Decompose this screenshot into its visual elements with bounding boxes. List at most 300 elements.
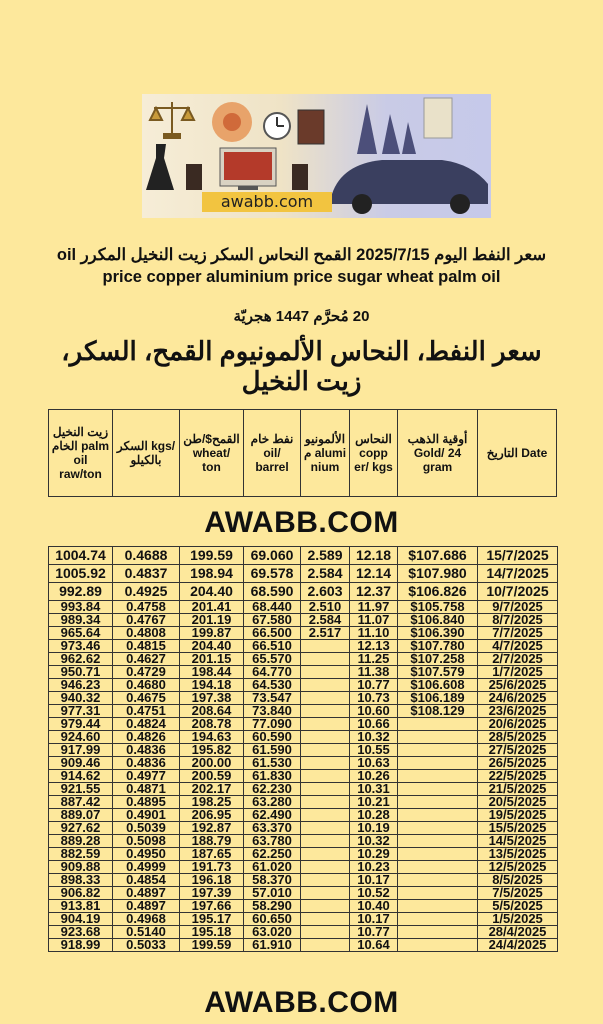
speaker-icon [186, 164, 202, 190]
cell-palm-oil: 992.89 [49, 583, 113, 601]
cell-date: 4/7/2025 [478, 640, 558, 653]
cell-wheat: 194.63 [180, 731, 244, 744]
cell-aluminium [301, 796, 350, 809]
cell-aluminium [301, 705, 350, 718]
cell-oil: 67.580 [244, 614, 301, 627]
cell-aluminium [301, 887, 350, 900]
cell-palm-oil: 909.46 [49, 757, 113, 770]
clock-icon [264, 113, 290, 139]
cell-date: 8/5/2025 [478, 874, 558, 887]
cell-palm-oil: 882.59 [49, 848, 113, 861]
cell-wheat: 199.59 [180, 939, 244, 952]
cell-oil: 63.280 [244, 796, 301, 809]
table-row [49, 887, 558, 900]
cell-copper: 10.55 [350, 744, 398, 757]
flower-icon [212, 102, 252, 142]
cell-gold [398, 731, 478, 744]
cell-oil: 63.780 [244, 835, 301, 848]
cell-date: 28/5/2025 [478, 731, 558, 744]
cell-copper: 10.19 [350, 822, 398, 835]
cell-gold [398, 926, 478, 939]
cell-copper: 10.60 [350, 705, 398, 718]
cell-wheat: 208.64 [180, 705, 244, 718]
cell-aluminium [301, 744, 350, 757]
cell-wheat: 195.18 [180, 926, 244, 939]
table-row [49, 861, 558, 874]
table-row [49, 666, 558, 679]
cell-date: 24/6/2025 [478, 692, 558, 705]
table-row [49, 874, 558, 887]
cell-oil: 66.510 [244, 640, 301, 653]
table-row [49, 796, 558, 809]
table-row [49, 679, 558, 692]
cell-copper: 10.73 [350, 692, 398, 705]
cell-sugar: 0.4950 [113, 848, 180, 861]
cell-palm-oil: 924.60 [49, 731, 113, 744]
cell-date: 28/4/2025 [478, 926, 558, 939]
cell-date: 12/5/2025 [478, 861, 558, 874]
cell-date: 1/7/2025 [478, 666, 558, 679]
cell-palm-oil: 989.34 [49, 614, 113, 627]
cell-wheat: 204.40 [180, 640, 244, 653]
cell-palm-oil: 906.82 [49, 887, 113, 900]
table-row [49, 913, 558, 926]
cell-oil: 60.590 [244, 731, 301, 744]
cell-gold: $108.129 [398, 705, 478, 718]
cell-copper: 10.23 [350, 861, 398, 874]
table-header [48, 409, 557, 497]
cell-oil: 61.020 [244, 861, 301, 874]
cell-copper: 11.97 [350, 601, 398, 614]
cell-date: 26/5/2025 [478, 757, 558, 770]
table-row [49, 692, 558, 705]
cell-aluminium [301, 653, 350, 666]
cell-gold [398, 718, 478, 731]
cell-copper: 11.10 [350, 627, 398, 640]
cell-gold [398, 874, 478, 887]
cell-wheat: 197.66 [180, 900, 244, 913]
cell-aluminium [301, 731, 350, 744]
table-row [49, 718, 558, 731]
cell-gold: $107.258 [398, 653, 478, 666]
cell-palm-oil: 889.28 [49, 835, 113, 848]
cell-wheat: 187.65 [180, 848, 244, 861]
scales-icon [150, 102, 194, 138]
cell-date: 10/7/2025 [478, 583, 558, 601]
cell-aluminium [301, 874, 350, 887]
cell-gold: $106.826 [398, 583, 478, 601]
cell-gold [398, 809, 478, 822]
cell-copper: 10.17 [350, 874, 398, 887]
cell-aluminium [301, 861, 350, 874]
cell-date: 24/4/2025 [478, 939, 558, 952]
cell-copper: 10.32 [350, 835, 398, 848]
cell-wheat: 201.15 [180, 653, 244, 666]
cell-sugar: 0.5140 [113, 926, 180, 939]
cell-oil: 69.578 [244, 565, 301, 583]
cell-gold [398, 913, 478, 926]
cell-copper: 10.29 [350, 848, 398, 861]
cell-oil: 73.840 [244, 705, 301, 718]
cell-oil: 61.590 [244, 744, 301, 757]
cell-aluminium [301, 783, 350, 796]
cell-palm-oil: 1004.74 [49, 547, 113, 565]
cell-date: 23/6/2025 [478, 705, 558, 718]
cell-sugar: 0.4751 [113, 705, 180, 718]
header-palm-oil: زيت النخيل الخام palm oil raw/ton [49, 410, 113, 497]
table-row [49, 614, 558, 627]
table-row [49, 835, 558, 848]
cell-wheat: 199.87 [180, 627, 244, 640]
headline-line2: price copper aluminium price sugar wheat palm oil [102, 268, 501, 286]
cell-aluminium [301, 666, 350, 679]
cell-sugar: 0.5033 [113, 939, 180, 952]
cell-copper: 12.18 [350, 547, 398, 565]
cell-aluminium [301, 757, 350, 770]
painting-icon [298, 110, 324, 144]
cell-date: 9/7/2025 [478, 601, 558, 614]
cell-gold [398, 835, 478, 848]
cell-aluminium [301, 848, 350, 861]
cell-oil: 58.290 [244, 900, 301, 913]
cell-palm-oil: 973.46 [49, 640, 113, 653]
cell-palm-oil: 993.84 [49, 601, 113, 614]
cell-copper: 10.66 [350, 718, 398, 731]
table-row [49, 770, 558, 783]
header-aluminium: الألمونيو م alumi nium [301, 410, 350, 497]
cell-oil: 61.830 [244, 770, 301, 783]
cell-date: 25/6/2025 [478, 679, 558, 692]
price-table [48, 546, 558, 952]
cell-aluminium [301, 718, 350, 731]
cell-wheat: 200.00 [180, 757, 244, 770]
cell-oil: 64.530 [244, 679, 301, 692]
cell-sugar: 0.4977 [113, 770, 180, 783]
cell-gold: $107.780 [398, 640, 478, 653]
cell-copper: 10.52 [350, 887, 398, 900]
cell-wheat: 208.78 [180, 718, 244, 731]
cell-sugar: 0.4688 [113, 547, 180, 565]
cell-sugar: 0.4871 [113, 783, 180, 796]
people-icon [424, 98, 452, 138]
cell-wheat: 197.39 [180, 887, 244, 900]
cell-wheat: 201.41 [180, 601, 244, 614]
table-row [49, 601, 558, 614]
cell-oil: 77.090 [244, 718, 301, 731]
table-row [49, 705, 558, 718]
cell-sugar: 0.4826 [113, 731, 180, 744]
cell-date: 20/6/2025 [478, 718, 558, 731]
cell-palm-oil: 977.31 [49, 705, 113, 718]
cell-gold [398, 848, 478, 861]
cell-oil: 66.500 [244, 627, 301, 640]
cell-copper: 10.31 [350, 783, 398, 796]
header-copper: النحاس copp er/ kgs [350, 410, 398, 497]
cell-copper: 10.77 [350, 679, 398, 692]
cell-sugar: 0.4729 [113, 666, 180, 679]
cell-oil: 57.010 [244, 887, 301, 900]
cell-gold: $106.390 [398, 627, 478, 640]
cell-sugar: 0.4836 [113, 757, 180, 770]
table-row [49, 547, 558, 565]
cell-sugar: 0.4897 [113, 887, 180, 900]
table-row [49, 757, 558, 770]
table-row [49, 939, 558, 952]
cell-wheat: 192.87 [180, 822, 244, 835]
car-icon [332, 160, 488, 214]
table-row [49, 653, 558, 666]
cell-oil: 61.530 [244, 757, 301, 770]
cell-palm-oil: 918.99 [49, 939, 113, 952]
cell-palm-oil: 946.23 [49, 679, 113, 692]
cell-copper: 11.38 [350, 666, 398, 679]
cell-oil: 63.370 [244, 822, 301, 835]
cell-palm-oil: 923.68 [49, 926, 113, 939]
cell-date: 15/5/2025 [478, 822, 558, 835]
cell-gold [398, 861, 478, 874]
cell-date: 7/7/2025 [478, 627, 558, 640]
cell-date: 21/5/2025 [478, 783, 558, 796]
cell-wheat: 196.18 [180, 874, 244, 887]
cell-copper: 10.77 [350, 926, 398, 939]
cell-oil: 64.770 [244, 666, 301, 679]
dress-icon [146, 144, 174, 190]
cell-aluminium: 2.517 [301, 627, 350, 640]
table-row [49, 822, 558, 835]
header-gold: أوقية الذهب Gold/ 24 gram [398, 410, 478, 497]
cell-aluminium [301, 900, 350, 913]
cell-date: 5/5/2025 [478, 900, 558, 913]
cell-gold [398, 822, 478, 835]
cell-sugar: 0.4680 [113, 679, 180, 692]
cell-aluminium: 2.510 [301, 601, 350, 614]
cell-aluminium [301, 692, 350, 705]
cell-aluminium [301, 679, 350, 692]
cell-wheat: 195.82 [180, 744, 244, 757]
cell-wheat: 198.44 [180, 666, 244, 679]
cell-oil: 68.440 [244, 601, 301, 614]
cell-wheat: 194.18 [180, 679, 244, 692]
cell-palm-oil: 898.33 [49, 874, 113, 887]
cell-wheat: 198.94 [180, 565, 244, 583]
cell-gold [398, 939, 478, 952]
cell-palm-oil: 904.19 [49, 913, 113, 926]
cell-copper: 10.64 [350, 939, 398, 952]
cell-copper: 11.25 [350, 653, 398, 666]
cell-palm-oil: 917.99 [49, 744, 113, 757]
table-row [49, 640, 558, 653]
cell-wheat: 188.79 [180, 835, 244, 848]
cell-gold: $107.980 [398, 565, 478, 583]
table-row [49, 744, 558, 757]
header-oil: نفط خام oil/ barrel [244, 410, 301, 497]
cell-date: 8/7/2025 [478, 614, 558, 627]
cell-aluminium [301, 809, 350, 822]
table-row [49, 809, 558, 822]
cell-copper: 10.17 [350, 913, 398, 926]
cell-palm-oil: 927.62 [49, 822, 113, 835]
cell-wheat: 198.25 [180, 796, 244, 809]
cell-date: 14/5/2025 [478, 835, 558, 848]
cell-palm-oil: 909.88 [49, 861, 113, 874]
cell-copper: 11.07 [350, 614, 398, 627]
cell-gold: $107.579 [398, 666, 478, 679]
cell-date: 22/5/2025 [478, 770, 558, 783]
cell-sugar: 0.4824 [113, 718, 180, 731]
cell-gold [398, 770, 478, 783]
cell-palm-oil: 940.32 [49, 692, 113, 705]
cell-sugar: 0.4854 [113, 874, 180, 887]
cell-copper: 12.14 [350, 565, 398, 583]
cell-gold: $107.686 [398, 547, 478, 565]
cell-gold: $106.189 [398, 692, 478, 705]
cell-sugar: 0.4627 [113, 653, 180, 666]
cell-oil: 73.547 [244, 692, 301, 705]
cell-copper: 12.13 [350, 640, 398, 653]
cell-date: 14/7/2025 [478, 565, 558, 583]
cell-date: 20/5/2025 [478, 796, 558, 809]
cell-gold: $105.758 [398, 601, 478, 614]
cell-oil: 69.060 [244, 547, 301, 565]
cell-aluminium [301, 770, 350, 783]
cell-wheat: 195.17 [180, 913, 244, 926]
cell-wheat: 191.73 [180, 861, 244, 874]
header-date: التاريخ Date [478, 410, 557, 497]
cell-aluminium [301, 913, 350, 926]
headline-line1: سعر النفط اليوم 2025/7/15 القمح النحاس السكر زيت النخيل المكرر oil [56, 246, 547, 264]
cell-oil: 60.650 [244, 913, 301, 926]
cell-date: 13/5/2025 [478, 848, 558, 861]
headline [20, 244, 583, 288]
cell-copper: 12.37 [350, 583, 398, 601]
hijri-date: 20 مُحرَّم 1447 هجريّة [233, 308, 370, 325]
cell-wheat: 204.40 [180, 583, 244, 601]
cell-sugar: 0.4897 [113, 900, 180, 913]
cell-palm-oil: 913.81 [49, 900, 113, 913]
cell-palm-oil: 965.64 [49, 627, 113, 640]
table-row [49, 583, 558, 601]
cell-palm-oil: 979.44 [49, 718, 113, 731]
cell-palm-oil: 1005.92 [49, 565, 113, 583]
cell-palm-oil: 914.62 [49, 770, 113, 783]
cell-sugar: 0.4968 [113, 913, 180, 926]
table-row [49, 848, 558, 861]
cell-copper: 10.26 [350, 770, 398, 783]
cell-oil: 68.590 [244, 583, 301, 601]
cell-date: 15/7/2025 [478, 547, 558, 565]
cell-wheat: 199.59 [180, 547, 244, 565]
cell-copper: 10.40 [350, 900, 398, 913]
cell-oil: 62.250 [244, 848, 301, 861]
cell-copper: 10.21 [350, 796, 398, 809]
cell-gold [398, 783, 478, 796]
cell-sugar: 0.4808 [113, 627, 180, 640]
cell-oil: 65.570 [244, 653, 301, 666]
header-sugar: السكر kgs/بالكيلو [113, 410, 180, 497]
brand-top: AWABB.COM [204, 506, 399, 539]
cell-palm-oil: 962.62 [49, 653, 113, 666]
speaker-icon [292, 164, 308, 190]
cell-copper: 10.32 [350, 731, 398, 744]
cell-palm-oil: 889.07 [49, 809, 113, 822]
cell-oil: 61.910 [244, 939, 301, 952]
cell-sugar: 0.4836 [113, 744, 180, 757]
cell-sugar: 0.4895 [113, 796, 180, 809]
table-row [49, 731, 558, 744]
cell-gold [398, 900, 478, 913]
table-row [49, 783, 558, 796]
cell-aluminium: 2.589 [301, 547, 350, 565]
cell-aluminium [301, 939, 350, 952]
banner-image [142, 94, 491, 218]
cell-aluminium: 2.584 [301, 565, 350, 583]
monitor-icon [220, 148, 276, 190]
cell-aluminium [301, 640, 350, 653]
cell-oil: 58.370 [244, 874, 301, 887]
cell-aluminium [301, 835, 350, 848]
header-wheat: القمح$/طن wheat/ ton [180, 410, 244, 497]
cell-date: 27/5/2025 [478, 744, 558, 757]
cell-gold: $106.608 [398, 679, 478, 692]
cell-wheat: 206.95 [180, 809, 244, 822]
banner-site-label: awabb.com [202, 192, 332, 212]
cell-sugar: 0.4675 [113, 692, 180, 705]
cell-sugar: 0.4758 [113, 601, 180, 614]
cell-oil: 62.490 [244, 809, 301, 822]
cell-aluminium: 2.584 [301, 614, 350, 627]
cell-palm-oil: 950.71 [49, 666, 113, 679]
cell-sugar: 0.4999 [113, 861, 180, 874]
cell-sugar: 0.4925 [113, 583, 180, 601]
cell-oil: 62.230 [244, 783, 301, 796]
cell-wheat: 202.17 [180, 783, 244, 796]
arabic-title: سعر النفط، النحاس الألمونيوم القمح، السكر، زيت النخيل [61, 336, 542, 396]
cell-sugar: 0.4837 [113, 565, 180, 583]
cell-sugar: 0.5039 [113, 822, 180, 835]
cell-date: 19/5/2025 [478, 809, 558, 822]
cell-wheat: 197.38 [180, 692, 244, 705]
building-icon [357, 104, 416, 154]
cell-aluminium [301, 926, 350, 939]
cell-gold [398, 796, 478, 809]
cell-copper: 10.63 [350, 757, 398, 770]
cell-gold [398, 887, 478, 900]
cell-palm-oil: 921.55 [49, 783, 113, 796]
cell-date: 2/7/2025 [478, 653, 558, 666]
table-row [49, 926, 558, 939]
cell-palm-oil: 887.42 [49, 796, 113, 809]
cell-sugar: 0.4901 [113, 809, 180, 822]
cell-aluminium [301, 822, 350, 835]
brand-bottom: AWABB.COM [204, 986, 399, 1019]
cell-gold: $106.840 [398, 614, 478, 627]
cell-oil: 63.020 [244, 926, 301, 939]
cell-date: 7/5/2025 [478, 887, 558, 900]
table-row [49, 627, 558, 640]
cell-aluminium: 2.603 [301, 583, 350, 601]
cell-date: 1/5/2025 [478, 913, 558, 926]
cell-wheat: 200.59 [180, 770, 244, 783]
cell-wheat: 201.19 [180, 614, 244, 627]
cell-sugar: 0.4767 [113, 614, 180, 627]
cell-gold [398, 744, 478, 757]
cell-gold [398, 757, 478, 770]
table-row [49, 900, 558, 913]
cell-sugar: 0.5098 [113, 835, 180, 848]
cell-copper: 10.28 [350, 809, 398, 822]
cell-sugar: 0.4815 [113, 640, 180, 653]
table-row [49, 565, 558, 583]
